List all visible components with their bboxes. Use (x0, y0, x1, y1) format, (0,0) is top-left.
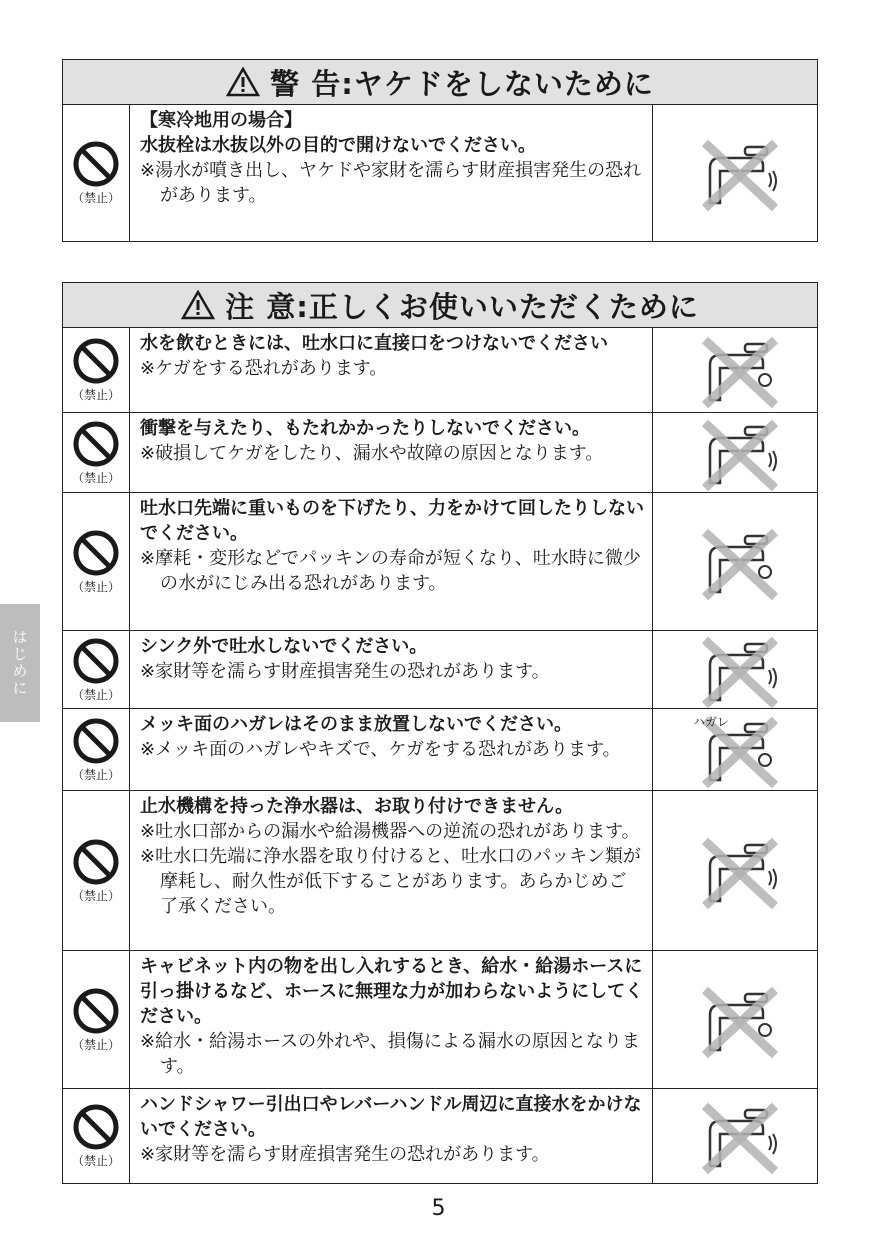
instruction-cell (130, 791, 652, 950)
caution-triangle-icon (181, 290, 215, 320)
caution-row-6 (63, 950, 817, 1088)
instruction-text: 衝撃を与えたり、もたれかかったりしないでください。 (140, 418, 590, 439)
prohibition-label: （禁止） (71, 687, 120, 702)
faucet-illustration-icon (685, 1096, 785, 1176)
faucet-illustration-icon (685, 413, 785, 493)
instruction-cell (130, 105, 652, 241)
instruction-cell (130, 493, 652, 630)
prohibition-cell (63, 328, 130, 412)
warning-table (62, 59, 818, 242)
illustration-cell (652, 1089, 817, 1183)
caution-row-4 (63, 708, 817, 790)
instruction-text: メッキ面のハガレはそのまま放置しないでください。 (140, 714, 572, 735)
prohibition-label: （禁止） (71, 388, 120, 402)
illustration-cell (652, 105, 817, 241)
prohibition-label: （禁止） (71, 1154, 120, 1168)
instruction-note: ※家財等を濡らす財産損害発生の恐れがあります。 (140, 661, 550, 682)
caution-row-7 (63, 1088, 817, 1183)
instruction-text: 水抜栓は水抜以外の目的で開けないでください。 (140, 135, 536, 156)
instruction-note: ※ケガをする恐れがあります。 (140, 358, 388, 379)
prohibition-icon (72, 1103, 120, 1151)
caution-row-1 (63, 412, 817, 492)
instruction-note: ※摩耗・変形などでパッキンの寿命が短くなり、吐水時に微少の水がにじみ出る恐れがあります。 (140, 548, 641, 594)
illustration-cell (652, 328, 817, 412)
warning-triangle-icon (226, 67, 260, 97)
illustration-cell (652, 631, 817, 708)
section-side-tab (0, 604, 40, 722)
caution-header (63, 283, 817, 328)
instruction-cell (130, 1089, 652, 1183)
instruction-cell (130, 709, 652, 790)
caution-row-3 (63, 630, 817, 708)
instruction-note: ※給水・給湯ホースの外れや、損傷による漏水の原因となります。 (140, 1031, 640, 1077)
prohibition-cell (63, 413, 130, 492)
prohibition-label: （禁止） (71, 470, 120, 485)
prohibition-icon (72, 140, 120, 188)
prohibition-icon (72, 529, 120, 577)
instruction-text: 【寒冷地用の場合】 (140, 110, 302, 131)
peeling-label: ハガレ (693, 714, 730, 729)
faucet-illustration-icon (685, 522, 785, 602)
instruction-note: ※湯水が噴き出し、ヤケドや家財を濡らす財産損害発生の恐れがあります。 (140, 160, 642, 206)
prohibition-label: （禁止） (71, 1037, 120, 1052)
page-number: 5 (431, 1196, 446, 1221)
instruction-cell (130, 328, 652, 412)
faucet-illustration-icon (685, 710, 785, 790)
prohibition-icon (72, 337, 120, 385)
instruction-note: ※吐水口先端に浄水器を取り付けると、吐水口のパッキン類が摩耗し、耐久性が低下することがあります。あらかじめご了承ください。 (140, 846, 641, 917)
caution-table (62, 282, 818, 1184)
prohibition-cell (63, 105, 130, 241)
faucet-illustration-icon (685, 831, 785, 911)
prohibition-cell (63, 631, 130, 708)
faucet-illustration-icon (685, 980, 785, 1060)
prohibition-cell (63, 709, 130, 790)
faucet-illustration-icon (685, 630, 785, 710)
illustration-cell (652, 951, 817, 1088)
illustration-cell (652, 709, 817, 790)
prohibition-cell (63, 493, 130, 630)
instruction-cell (130, 413, 652, 492)
prohibition-icon (72, 420, 120, 468)
prohibition-icon (72, 717, 120, 765)
instruction-note: ※メッキ面のハガレやキズで、ケガをする恐れがあります。 (140, 739, 621, 760)
instruction-text: 吐水口先端に重いものを下げたり、力をかけて回したりしないでください。 (140, 498, 644, 544)
prohibition-cell (63, 951, 130, 1088)
instruction-text: キャビネット内の物を出し入れするとき、給水・給湯ホースに引っ掛けるなど、ホースに無理な力が加わらないようにしてください。 (140, 956, 644, 1027)
prohibition-icon (72, 838, 120, 886)
illustration-cell (652, 791, 817, 950)
warning-header (63, 60, 817, 105)
instruction-text: ハンドシャワー引出口やレバーハンドル周辺に直接水をかけないでください。 (140, 1094, 642, 1140)
illustration-cell (652, 413, 817, 492)
instruction-text: 水を飲むときには、吐水口に直接口をつけないでください (140, 333, 608, 354)
instruction-text: 止水機構を持った浄水器は、お取り付けできません。 (140, 796, 574, 817)
prohibition-icon (72, 637, 120, 685)
faucet-illustration-icon (685, 133, 785, 213)
illustration-cell (652, 493, 817, 630)
caution-title: 注 意:正しくお使いいただくために (225, 289, 699, 324)
caution-row-0 (63, 328, 817, 412)
warning-row-0 (63, 105, 817, 241)
prohibition-cell (63, 1089, 130, 1183)
instruction-text: シンク外で吐水しないでください。 (140, 636, 428, 657)
instruction-note: ※破損してケガをしたり、漏水や故障の原因となります。 (140, 443, 604, 464)
caution-row-2 (63, 492, 817, 630)
instruction-cell (130, 951, 652, 1088)
instruction-note: ※吐水口部からの漏水や給湯機器への逆流の恐れがあります。 (140, 821, 640, 842)
prohibition-label: （禁止） (71, 888, 120, 903)
faucet-illustration-icon (685, 330, 785, 410)
prohibition-label: （禁止） (71, 191, 120, 205)
caution-row-5 (63, 790, 817, 950)
warning-title: 警 告:ヤケドをしないために (270, 66, 654, 101)
prohibition-cell (63, 791, 130, 950)
side-tab-label: はじめに (10, 629, 29, 697)
prohibition-icon (72, 987, 120, 1035)
instruction-cell (130, 631, 652, 708)
prohibition-label: （禁止） (71, 767, 120, 782)
instruction-note: ※家財等を濡らす財産損害発生の恐れがあります。 (140, 1144, 550, 1165)
prohibition-label: （禁止） (71, 579, 120, 594)
